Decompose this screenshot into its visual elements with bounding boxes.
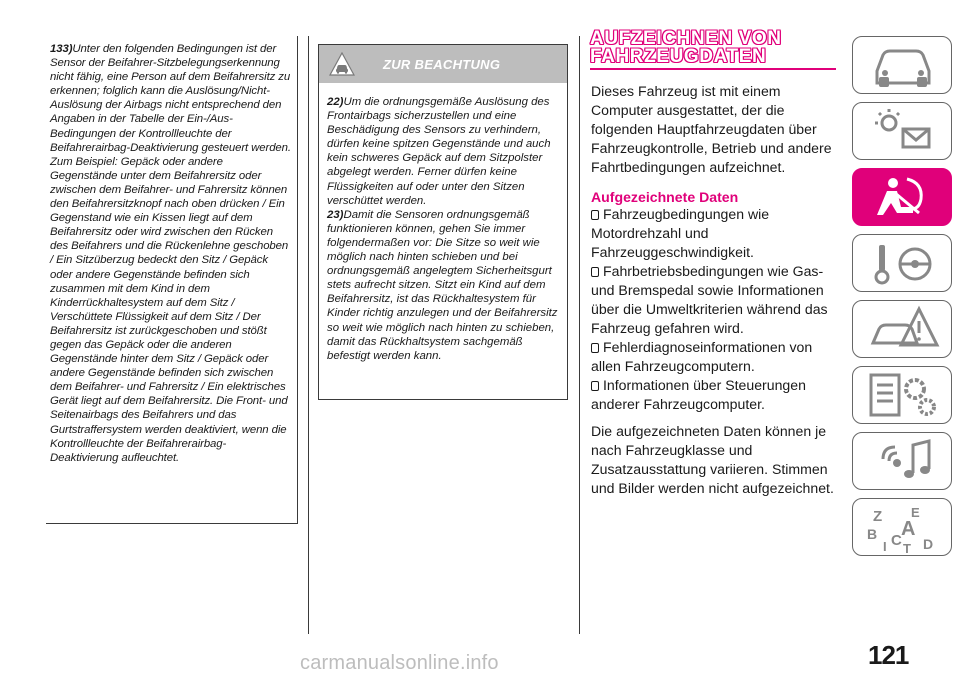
index-letter: I <box>883 539 887 554</box>
key-steering-icon <box>853 235 953 293</box>
watermark: carmanualsonline.info <box>300 652 499 674</box>
recorded-data-list <box>591 205 842 414</box>
list-item <box>591 376 842 414</box>
index-letter: B <box>867 526 878 542</box>
bullet-icon <box>591 343 599 353</box>
list-item <box>591 205 842 262</box>
tab-airbag-seat[interactable] <box>852 168 952 226</box>
airbag-seat-icon <box>853 169 953 227</box>
tab-breakdown[interactable] <box>852 300 952 358</box>
tab-index[interactable] <box>852 498 952 556</box>
tab-maintenance[interactable] <box>852 366 952 424</box>
warning-box <box>318 44 568 400</box>
section-title <box>590 30 842 66</box>
note-ref: 23) <box>327 208 344 221</box>
list-item-text: Fahrzeugbedingungen wie Motordrehzahl und Fahrzeuggeschwindigkeit. <box>591 206 770 260</box>
car-warning-icon <box>329 52 355 76</box>
index-letter: D <box>923 536 934 552</box>
note-ref: 22) <box>327 96 344 108</box>
note-text: Damit die Sensoren ordnungsgemäß funktionieren können, gehen Sie immer folgendermaßen vor: Die Sitze so weit wie möglich nach hinten schieben und bei ordnungsgemäß angelegtem Sicherheitsgurt stets aufrecht sitzen. Sitzt ein Kind auf dem Beifahrersitz, ist das Rückhaltesystem für Kinder richtig anzulegen und der Beifahrersitz so weit wie möglich nach hinten zu schieben, damit das Rückhaltsystem sachgemäß befestigt werden kann. <box>327 208 558 362</box>
tab-warning-lights[interactable] <box>852 102 952 160</box>
section-title-line: AUFZEICHNEN VON <box>590 28 782 49</box>
index-letter: E <box>911 505 920 520</box>
index-letter: Z <box>873 508 883 525</box>
warning-lights-icon <box>853 103 953 161</box>
tab-car-front[interactable] <box>852 36 952 94</box>
warning-note <box>327 95 559 208</box>
list-item <box>591 262 842 338</box>
bullet-icon <box>591 210 599 220</box>
bullet-icon <box>591 381 599 391</box>
warning-title: ZUR BEACHTUNG <box>383 57 501 72</box>
intro-paragraph: Dieses Fahrzeug ist mit einem Computer ausgestattet, der die folgenden Hauptfahrzeugdaten über Fahrzeugkontrolle, Betrieb und andere Fahrtbedingungen aufzeichnet. <box>591 83 832 175</box>
index-letter: C <box>891 532 902 549</box>
tab-key-steering[interactable] <box>852 234 952 292</box>
breakdown-triangle-icon <box>853 301 953 359</box>
list-item <box>591 338 842 376</box>
closing-paragraph: Die aufgezeichneten Daten können je nach Fahrzeugklasse und Zusatzausstattung variieren. Stimmen und Bilder werden nicht aufgezeichnet. <box>591 423 834 496</box>
note-text: Unter den folgenden Bedingungen ist der Sensor der Beifahrer-Sitzbelegungserkennung nicht fähig, eine Person auf dem Beifahrersitz zu erkennen; folglich kann die Auslösung/Nicht-Auslösung der Airbags nicht entsprechend den Angaben in der Tabelle der Ein-/Aus-Bedingungen der Kontrollleuchte der Beifahrerairbag-Deaktivierung gesteuert werden. Zum Beispiel: Gepäck oder andere Gegenstände unter dem Beifahrersitz oder zwischen dem Beifahrer- und Fahrersitz können den Beifahrersitzknopf nach oben drücken / Ein Gegenstand wie ein Kissen liegt auf dem Beifahrersitz oder wird zwischen den Rücken des Beifahrers und die Rückenlehne geschoben / Ein Sitzüberzug bedeckt den Sitz / Gepäck oder andere Gegenstände befinden sich zusammen mit dem Kind in dem Kinderrückhaltesystem auf dem Sitz / Verschüttete Flüssigkeit auf dem Sitz / Der Beifahrersitz ist zurückgeschoben und stößt gegen das Gepäck oder die anderen Gegenstände hinter dem Sitz / Gepäck oder andere Gegenstände befinden sich zwischen dem Beifahrer- und Fahrersitz / Ein elektrisches Gerät liegt auf dem Beifahrersitz. Die Front- und Seitenairbags des Beifahrers und das Gurtstraffersystem werden deaktiviert, wenn die Kontrollleuchte der Beifahrerairbag-Deaktivierung aufleuchtet. <box>50 43 291 464</box>
list-item-text: Informationen über Steuerungen anderer Fahrzeugcomputer. <box>591 377 806 412</box>
bullet-icon <box>591 267 599 277</box>
warning-body <box>319 83 567 363</box>
title-underline <box>590 68 836 70</box>
maintenance-gears-icon <box>853 367 953 425</box>
car-front-icon <box>853 37 953 95</box>
index-letter: A <box>901 518 916 540</box>
column-divider <box>579 36 580 634</box>
tab-multimedia[interactable] <box>852 432 952 490</box>
index-letters-icon <box>853 499 953 557</box>
subsection-title: Aufgezeichnete Daten <box>591 189 739 205</box>
list-item-text: Fehlerdiagnoseinformationen von allen Fahrzeugcomputern. <box>591 339 813 374</box>
index-letter: T <box>903 541 911 556</box>
warning-note <box>327 208 559 363</box>
page-number: 121 <box>868 640 909 670</box>
note-ref: 133) <box>50 43 73 55</box>
right-text-column <box>590 30 842 498</box>
left-text-column <box>46 36 298 524</box>
note-text: Um die ordnungsgemäße Auslösung des Frontairbags sicherzustellen und eine Beschädigung des Sensors zu verhindern, dürfen keine spitzen Gegenstände und auch kein schweres Gepäck auf dem Sitzpolster abgelegt werden. Ferner dürfen keine Flüssigkeiten auf oder unter den Sitzen verschüttet werden. <box>327 96 551 207</box>
warning-header <box>319 45 567 83</box>
list-item-text: Fahrbetriebsbedingungen wie Gas- und Bremspedal sowie Informationen über die Umweltkriterien während das Fahrzeug gefahren wird. <box>591 263 828 336</box>
column-divider <box>308 36 309 634</box>
multimedia-icon <box>853 433 953 491</box>
section-title-line: FAHRZEUGDATEN <box>590 46 767 67</box>
